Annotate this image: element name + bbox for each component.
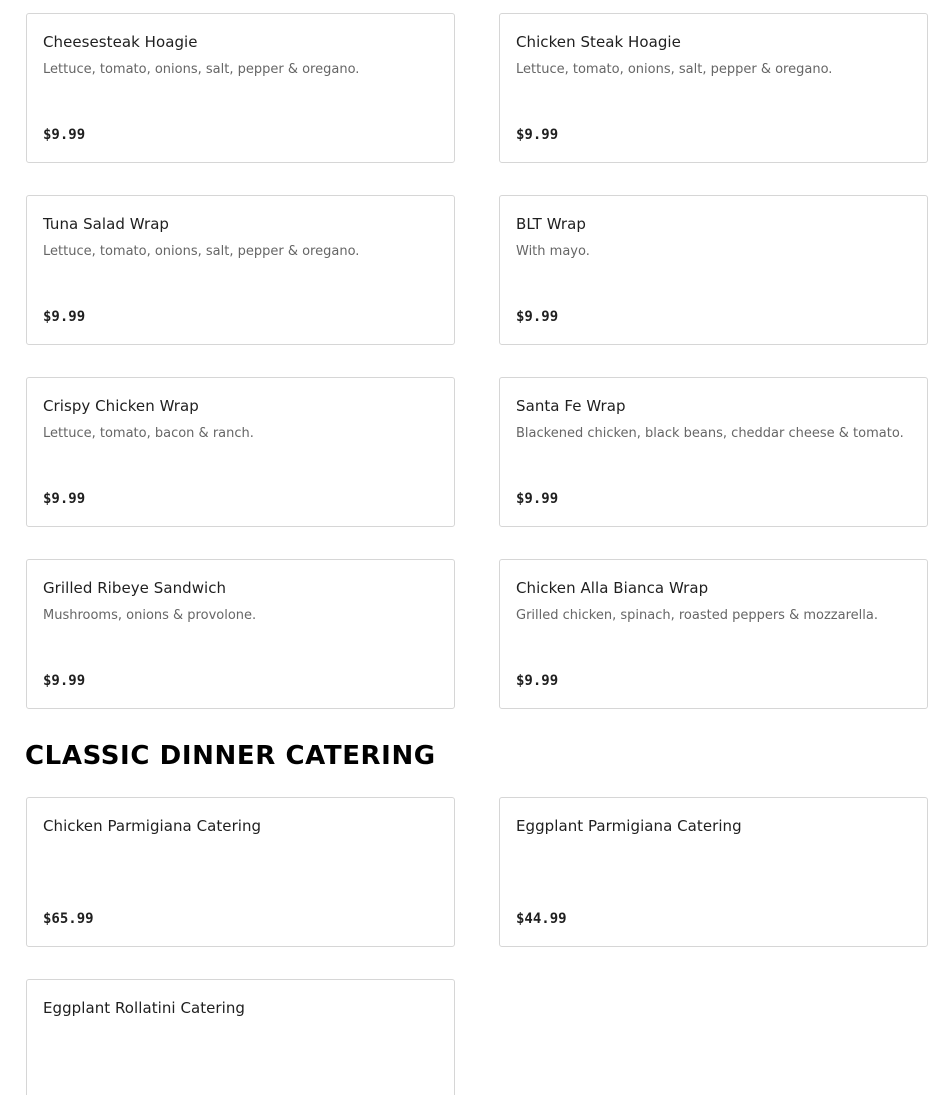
menu-item-price: $9.99 — [43, 309, 86, 325]
menu-item-price: $9.99 — [516, 127, 559, 143]
menu-item-description: Lettuce, tomato, onions, salt, pepper & oregano. — [43, 244, 360, 259]
menu-item-description: Lettuce, tomato, bacon & ranch. — [43, 426, 254, 441]
menu-item-price: $9.99 — [516, 309, 559, 325]
menu-item-card[interactable] — [26, 195, 455, 345]
menu-item-card[interactable] — [26, 13, 455, 163]
menu-item-name: Cheesesteak Hoagie — [43, 33, 198, 51]
menu-item-name: Tuna Salad Wrap — [43, 215, 170, 233]
menu-item-description: Lettuce, tomato, onions, salt, pepper & oregano. — [43, 62, 360, 77]
menu-item-name: Santa Fe Wrap — [516, 397, 626, 415]
menu-item-price: $9.99 — [43, 673, 86, 689]
menu-item-price: $9.99 — [43, 127, 86, 143]
menu-item-card[interactable] — [26, 979, 455, 1095]
menu-item-price: $9.99 — [516, 491, 559, 507]
menu-item-price: $44.99 — [516, 911, 567, 927]
menu-item-card[interactable] — [499, 559, 928, 709]
section-title: CLASSIC DINNER CATERING — [25, 741, 436, 771]
menu-item-description: Grilled chicken, spinach, roasted peppers & mozzarella. — [516, 608, 878, 623]
menu-item-name: Chicken Steak Hoagie — [516, 33, 681, 51]
menu-item-name: Chicken Alla Bianca Wrap — [516, 579, 709, 597]
menu-item-name: Chicken Parmigiana Catering — [43, 817, 262, 835]
menu-item-name: Eggplant Parmigiana Catering — [516, 817, 742, 835]
menu-item-price: $9.99 — [43, 491, 86, 507]
menu-item-price: $9.99 — [516, 673, 559, 689]
menu-grid-sandwiches — [26, 13, 928, 709]
menu-item-description: With mayo. — [516, 244, 590, 259]
menu-item-name: Grilled Ribeye Sandwich — [43, 579, 227, 597]
menu-item-name: BLT Wrap — [516, 215, 586, 233]
menu-item-price: $65.99 — [43, 911, 94, 927]
menu-item-description: Lettuce, tomato, onions, salt, pepper & oregano. — [516, 62, 833, 77]
menu-item-name: Eggplant Rollatini Catering — [43, 999, 245, 1017]
menu-item-card[interactable] — [499, 13, 928, 163]
menu-item-name: Crispy Chicken Wrap — [43, 397, 199, 415]
menu-item-description: Blackened chicken, black beans, cheddar cheese & tomato. — [516, 426, 904, 441]
menu-item-description: Mushrooms, onions & provolone. — [43, 608, 257, 623]
menu-grid-dinner-catering — [26, 797, 928, 1095]
menu-item-card[interactable] — [499, 195, 928, 345]
menu-item-card[interactable] — [26, 797, 455, 947]
menu-item-card[interactable] — [499, 797, 928, 947]
menu-item-card[interactable] — [499, 377, 928, 527]
menu-item-card[interactable] — [26, 559, 455, 709]
menu-item-card[interactable] — [26, 377, 455, 527]
